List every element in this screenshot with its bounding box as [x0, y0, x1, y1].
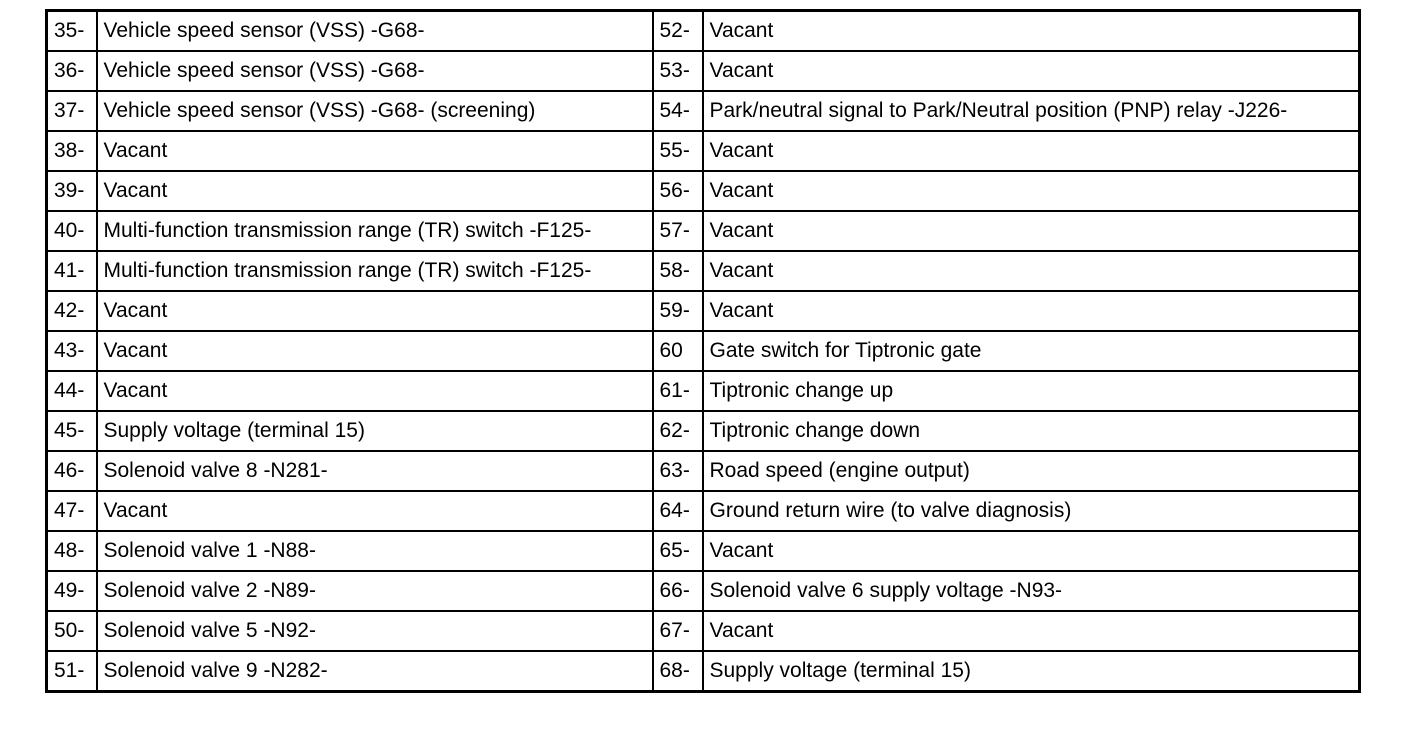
right-pin-number: 62-	[653, 411, 703, 451]
table-row	[47, 131, 1360, 171]
left-pin-description: Multi-function transmission range (TR) switch -F125-	[97, 211, 653, 251]
left-pin-number: 40-	[47, 211, 97, 251]
pin-assignment-table	[45, 9, 1361, 693]
left-pin-number: 51-	[47, 651, 97, 692]
left-pin-description: Vacant	[97, 491, 653, 531]
right-pin-description: Vacant	[703, 211, 1360, 251]
left-pin-number: 35-	[47, 11, 97, 52]
right-pin-description: Vacant	[703, 611, 1360, 651]
right-pin-description: Solenoid valve 6 supply voltage -N93-	[703, 571, 1360, 611]
left-pin-description: Solenoid valve 9 -N282-	[97, 651, 653, 692]
right-pin-description: Vacant	[703, 291, 1360, 331]
right-pin-number: 53-	[653, 51, 703, 91]
left-pin-description: Solenoid valve 1 -N88-	[97, 531, 653, 571]
right-pin-number: 58-	[653, 251, 703, 291]
table-row	[47, 91, 1360, 131]
left-pin-description: Vacant	[97, 291, 653, 331]
right-pin-number: 68-	[653, 651, 703, 692]
left-pin-description: Solenoid valve 5 -N92-	[97, 611, 653, 651]
right-pin-description: Ground return wire (to valve diagnosis)	[703, 491, 1360, 531]
right-pin-description: Tiptronic change up	[703, 371, 1360, 411]
table-row	[47, 411, 1360, 451]
table-row	[47, 571, 1360, 611]
left-pin-number: 37-	[47, 91, 97, 131]
right-pin-number: 63-	[653, 451, 703, 491]
left-pin-number: 43-	[47, 331, 97, 371]
right-pin-number: 54-	[653, 91, 703, 131]
left-pin-description: Vehicle speed sensor (VSS) -G68-	[97, 51, 653, 91]
left-pin-number: 50-	[47, 611, 97, 651]
table-row	[47, 371, 1360, 411]
table-row	[47, 251, 1360, 291]
right-pin-description: Vacant	[703, 131, 1360, 171]
table-row	[47, 611, 1360, 651]
right-pin-number: 65-	[653, 531, 703, 571]
table-row	[47, 491, 1360, 531]
left-pin-description: Vacant	[97, 371, 653, 411]
right-pin-description: Vacant	[703, 171, 1360, 211]
left-pin-description: Multi-function transmission range (TR) switch -F125-	[97, 251, 653, 291]
right-pin-description: Vacant	[703, 51, 1360, 91]
table-row	[47, 211, 1360, 251]
left-pin-number: 42-	[47, 291, 97, 331]
right-pin-number: 61-	[653, 371, 703, 411]
right-pin-description: Vacant	[703, 251, 1360, 291]
right-pin-description: Vacant	[703, 531, 1360, 571]
table-row	[47, 11, 1360, 52]
table-row	[47, 451, 1360, 491]
left-pin-number: 39-	[47, 171, 97, 211]
left-pin-number: 38-	[47, 131, 97, 171]
left-pin-description: Vehicle speed sensor (VSS) -G68- (screening)	[97, 91, 653, 131]
left-pin-number: 41-	[47, 251, 97, 291]
right-pin-description: Vacant	[703, 11, 1360, 52]
right-pin-number: 56-	[653, 171, 703, 211]
table-row	[47, 651, 1360, 692]
right-pin-number: 60	[653, 331, 703, 371]
table-row	[47, 331, 1360, 371]
left-pin-description: Vacant	[97, 171, 653, 211]
right-pin-number: 57-	[653, 211, 703, 251]
right-pin-number: 67-	[653, 611, 703, 651]
table-row	[47, 531, 1360, 571]
left-pin-number: 47-	[47, 491, 97, 531]
right-pin-number: 52-	[653, 11, 703, 52]
left-pin-description: Solenoid valve 8 -N281-	[97, 451, 653, 491]
left-pin-description: Supply voltage (terminal 15)	[97, 411, 653, 451]
right-pin-description: Park/neutral signal to Park/Neutral position (PNP) relay -J226-	[703, 91, 1360, 131]
left-pin-number: 45-	[47, 411, 97, 451]
right-pin-description: Supply voltage (terminal 15)	[703, 651, 1360, 692]
right-pin-description: Tiptronic change down	[703, 411, 1360, 451]
right-pin-description: Gate switch for Tiptronic gate	[703, 331, 1360, 371]
left-pin-description: Vehicle speed sensor (VSS) -G68-	[97, 11, 653, 52]
table-row	[47, 291, 1360, 331]
table-row	[47, 171, 1360, 211]
table-row	[47, 51, 1360, 91]
left-pin-number: 44-	[47, 371, 97, 411]
right-pin-number: 66-	[653, 571, 703, 611]
right-pin-number: 64-	[653, 491, 703, 531]
pin-table-body	[47, 11, 1360, 692]
left-pin-description: Solenoid valve 2 -N89-	[97, 571, 653, 611]
left-pin-description: Vacant	[97, 331, 653, 371]
left-pin-number: 49-	[47, 571, 97, 611]
right-pin-number: 55-	[653, 131, 703, 171]
left-pin-description: Vacant	[97, 131, 653, 171]
right-pin-description: Road speed (engine output)	[703, 451, 1360, 491]
left-pin-number: 36-	[47, 51, 97, 91]
right-pin-number: 59-	[653, 291, 703, 331]
left-pin-number: 48-	[47, 531, 97, 571]
left-pin-number: 46-	[47, 451, 97, 491]
